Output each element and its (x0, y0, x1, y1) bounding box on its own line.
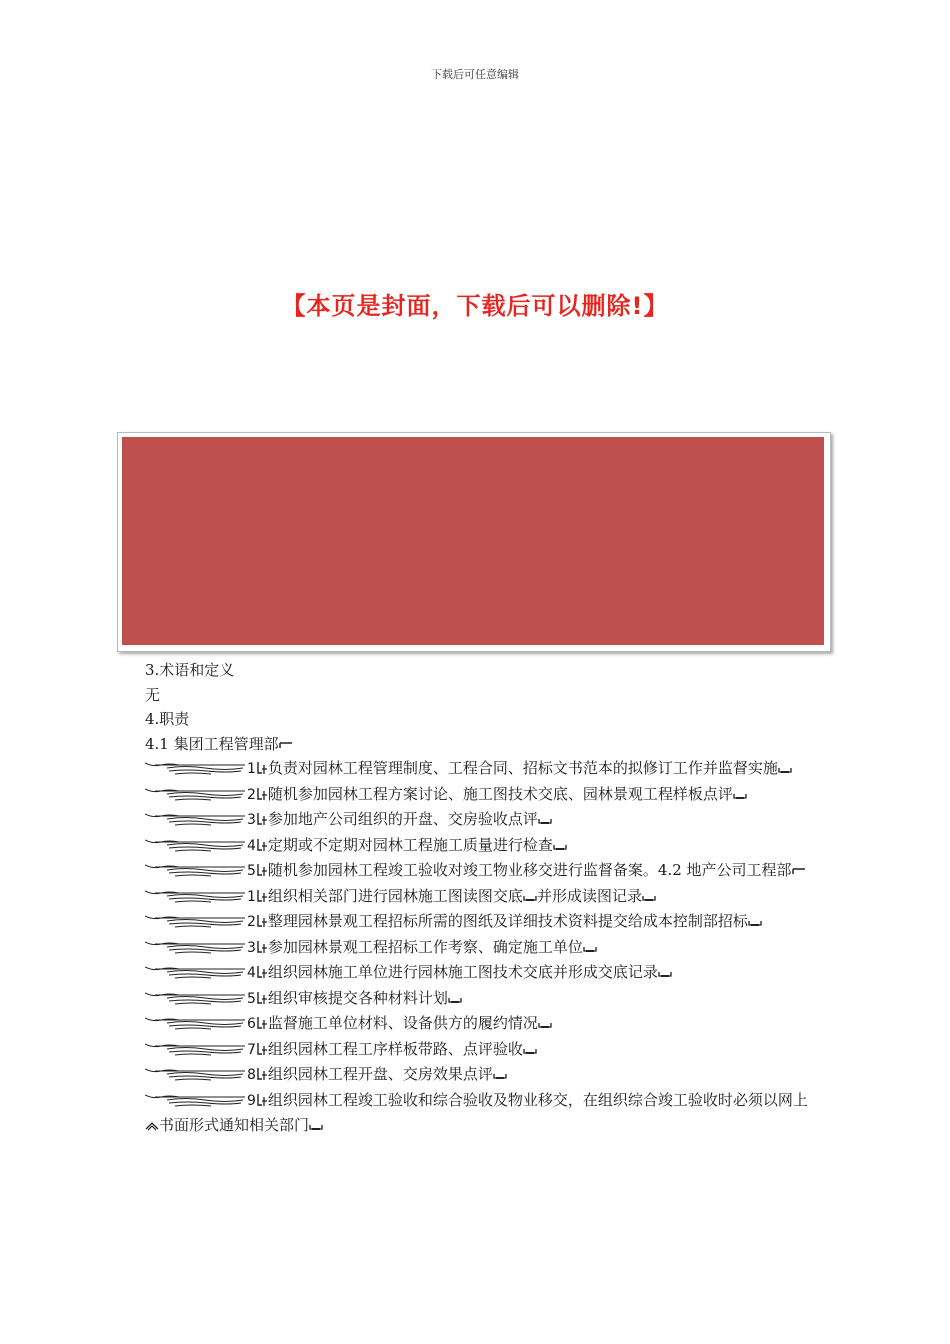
section-3-title: 3.术语和定义 (145, 661, 235, 679)
item-number: 5 (247, 863, 256, 879)
paragraph-end-icon (448, 994, 462, 1004)
s42-item-6 (145, 1011, 810, 1037)
item-text: 监督施工单位材料、设备供方的履约情况 (267, 1014, 538, 1032)
item-text: 整理园林景观工程招标所需的图纸及详细技术资料提交给成本控制部招标 (267, 912, 748, 930)
s42-item-8 (145, 1062, 810, 1088)
item-text: 组织园林工程工序样板带路、点评验收 (267, 1039, 523, 1058)
item-number: 2 (247, 914, 256, 930)
scribble-icon (145, 787, 247, 801)
header-note: 下载后可任意编辑 (431, 68, 519, 81)
item-number: 2 (247, 786, 256, 803)
item-text: 随机参加园林工程竣工验收对竣工物业移交进行监督备案。4.2 地产公司工程部 (267, 861, 792, 879)
paragraph-end-icon (733, 790, 747, 800)
s41-item-2 (145, 782, 810, 808)
item-text: 参加地产公司组织的开盘、交房验收点评 (267, 810, 538, 828)
item-number: 3 (247, 812, 256, 828)
section-3-body: 无 (145, 685, 161, 704)
item-marker-icon (256, 787, 268, 803)
item-text: 组织园林工程竣工验收和综合验收及物业移交，在组织综合竣工验收时必须以网上 (267, 1090, 808, 1109)
paragraph-end-icon (778, 764, 792, 774)
paragraph-end-icon (538, 815, 552, 825)
item-text: 负责对园林工程管理制度、工程合同、招标文书范本的拟修订工作并监督实施 (267, 759, 778, 777)
item-number: 1 (247, 761, 256, 777)
paragraph-end-icon (523, 1045, 537, 1055)
item-marker-icon (256, 863, 268, 879)
s42-item-7 (145, 1037, 810, 1063)
scribble-icon (145, 965, 247, 979)
item-text: 参加园林景观工程招标工作考察、确定施工单位 (267, 937, 583, 956)
scribble-icon (145, 991, 247, 1005)
section-4-1-title (145, 732, 810, 757)
paragraph-end-icon (309, 1121, 323, 1131)
section-4-title: 4.职责 (145, 710, 190, 728)
scribble-icon (145, 1016, 247, 1030)
cover-red-panel (122, 437, 824, 645)
item-marker-icon (256, 940, 268, 956)
paragraph-end-icon (553, 841, 567, 851)
section-4-1-list (145, 756, 810, 884)
scribble-icon (145, 838, 247, 852)
item-marker-icon (256, 965, 268, 981)
scribble-icon (145, 863, 247, 877)
item-number: 6 (247, 1016, 256, 1032)
cover-panel-frame (117, 432, 831, 652)
item-text: 定期或不定期对园林工程施工质量进行检查 (267, 835, 553, 854)
item-marker-icon (256, 812, 268, 828)
paragraph-end-icon (583, 943, 597, 953)
item-marker-icon (256, 889, 268, 905)
s41-item-5 (145, 858, 810, 884)
scribble-icon (145, 940, 247, 954)
scribble-icon (145, 1067, 247, 1081)
garbled-mark-icon (792, 866, 806, 876)
garbled-mark-icon (523, 892, 537, 902)
item-marker-icon (256, 761, 268, 777)
scribble-icon (145, 914, 247, 928)
s42-item-1 (145, 884, 810, 910)
scribble-icon (145, 812, 247, 826)
item-number: 4 (247, 965, 256, 981)
scribble-icon (145, 1093, 247, 1107)
item-text: 组织审核提交各种材料计划 (267, 988, 448, 1007)
item-text: 组织园林工程开盘、交房效果点评 (267, 1065, 493, 1083)
item-number: 4 (247, 837, 256, 854)
paragraph-end-icon (538, 1019, 552, 1029)
scribble-icon (145, 761, 247, 775)
paragraph-end-icon (658, 968, 672, 978)
paragraph-end-icon (642, 892, 656, 902)
paragraph-end-icon (493, 1070, 507, 1080)
item-marker-icon (256, 838, 268, 854)
item-text: 组织园林施工单位进行园林施工图技术交底并形成交底记录 (267, 963, 658, 981)
item-number: 5 (247, 990, 256, 1007)
garbled-hat-icon (145, 1121, 159, 1131)
item-number: 8 (247, 1067, 256, 1083)
item-text-continued: 并形成读图记录 (536, 886, 642, 905)
item-number: 9 (247, 1092, 256, 1109)
item-number: 3 (247, 939, 256, 956)
document-body (145, 658, 810, 1138)
item-marker-icon (256, 1042, 268, 1058)
item-marker-icon (256, 991, 268, 1007)
item-marker-icon (256, 1093, 268, 1109)
section-4-2-list (145, 884, 810, 1138)
section-4-1-title-text: 4.1 集团工程管理部 (145, 734, 279, 753)
s42-item-9 (145, 1088, 810, 1138)
item-marker-icon (256, 1067, 268, 1083)
s41-item-1 (145, 756, 810, 782)
s41-item-4 (145, 833, 810, 859)
item-marker-icon (256, 1016, 268, 1032)
item-number: 1 (247, 888, 256, 905)
scribble-icon (145, 1042, 247, 1056)
garbled-mark-icon (279, 740, 293, 750)
item-text-continued: 书面形式通知相关部门 (159, 1116, 310, 1134)
scribble-icon (145, 889, 247, 903)
paragraph-end-icon (748, 917, 762, 927)
cover-notice: 【本页是封面，下载后可以删除!】 (281, 292, 669, 320)
item-number: 7 (247, 1041, 256, 1058)
item-text: 组织相关部门进行园林施工图读图交底 (267, 886, 523, 905)
s42-item-2 (145, 909, 810, 935)
s41-item-3 (145, 807, 810, 833)
s42-item-3 (145, 935, 810, 961)
s42-item-4 (145, 960, 810, 986)
item-marker-icon (256, 914, 268, 930)
s42-item-5 (145, 986, 810, 1012)
item-text: 随机参加园林工程方案讨论、施工图技术交底、园林景观工程样板点评 (267, 784, 733, 803)
